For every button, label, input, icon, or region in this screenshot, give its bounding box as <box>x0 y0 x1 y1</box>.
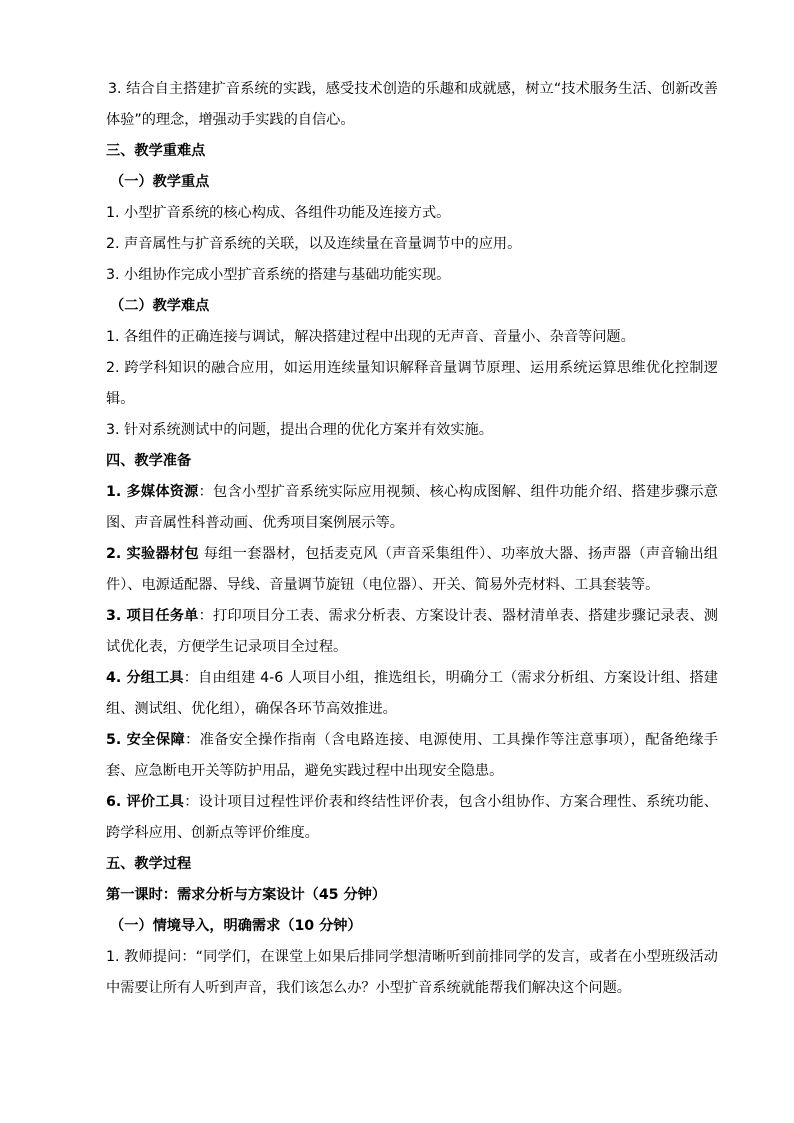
prep-label: 4. 分组工具 <box>106 670 184 686</box>
prep-item-3 <box>106 601 718 663</box>
teacher-question: 1. 教师提问：“同学们，在课堂上如果后排同学想清晰听到前排同学的发言，或者在小型班级活动中需要让所有人听到声音，我们该怎么办？小型扩音系统就能帮我们解决这个问题。 <box>106 949 718 996</box>
prep-label: 5. 安全保障 <box>106 732 186 748</box>
key-point-2: 2. 声音属性与扩音系统的关联，以及连续量在音量调节中的应用。 <box>106 236 522 252</box>
prep-label: 2. 实验器材包 <box>106 546 199 562</box>
objective-3: 3. 结合自主搭建扩音系统的实践，感受技术创造的乐趣和成就感，树立“技术服务生活、创新改善体验”的理念，增强动手实践的自信心。 <box>106 81 718 128</box>
difficulty-3: 3. 针对系统测试中的问题，提出合理的优化方案并有效实施。 <box>106 422 493 438</box>
prep-text: ：自由组建 4-6 人项目小组，推选组长，明确分工（需求分析组、方案设计组、搭建组、测试组、优化组），确保各环节高效推进。 <box>106 670 718 717</box>
difficulty-2: 2. 跨学科知识的融合应用，如运用连续量知识解释音量调节原理、运用系统运算思维优化控制逻辑。 <box>106 360 718 407</box>
prep-label: 3. 项目任务单 <box>106 608 199 624</box>
section-heading-3: 三、教学重难点 <box>106 143 206 159</box>
prep-item-5 <box>106 725 718 787</box>
prep-text: ：设计项目过程性评价表和终结性评价表，包含小组协作、方案合理性、系统功能、跨学科应用、创新点等评价维度。 <box>106 794 718 841</box>
section-heading-4: 四、教学准备 <box>106 453 192 469</box>
prep-text: 每组一套器材，包括麦克风（声音采集组件）、功率放大器、扬声器（声音输出组件）、电源适配器、导线、音量调节旋钮（电位器）、开关、简易外壳材料、工具套装等。 <box>106 546 718 593</box>
difficulty-1: 1. 各组件的正确连接与调试，解决搭建过程中出现的无声音、音量小、杂音等问题。 <box>106 329 635 345</box>
prep-item-6 <box>106 787 718 849</box>
subheading-difficulties: （二）教学难点 <box>110 298 210 314</box>
prep-text: ：包含小型扩音系统实际应用视频、核心构成图解、组件功能介绍、搭建步骤示意图、声音属性科普动画、优秀项目案例展示等。 <box>106 484 718 531</box>
prep-label: 6. 评价工具 <box>106 794 185 810</box>
prep-label: 1. 多媒体资源 <box>106 484 199 500</box>
prep-text: ：打印项目分工表、需求分析表、方案设计表、器材清单表、搭建步骤记录表、测试优化表，方便学生记录项目全过程。 <box>106 608 718 655</box>
key-point-3: 3. 小组协作完成小型扩音系统的搭建与基础功能实现。 <box>106 267 451 283</box>
prep-item-1 <box>106 477 718 539</box>
key-point-1: 1. 小型扩音系统的核心构成、各组件功能及连接方式。 <box>106 205 451 221</box>
lesson-1-step-1-heading: （一）情境导入，明确需求（10 分钟） <box>110 918 362 934</box>
section-heading-5: 五、教学过程 <box>106 856 192 872</box>
prep-item-4 <box>106 663 718 725</box>
prep-text: ：准备安全操作指南（含电路连接、电源使用、工具操作等注意事项），配备绝缘手套、应急断电开关等防护用品，避免实践过程中出现安全隐患。 <box>106 732 719 779</box>
prep-item-2 <box>106 539 718 601</box>
lesson-1-heading: 第一课时：需求分析与方案设计（45 分钟） <box>106 887 387 903</box>
subheading-key-points: （一）教学重点 <box>110 174 210 190</box>
